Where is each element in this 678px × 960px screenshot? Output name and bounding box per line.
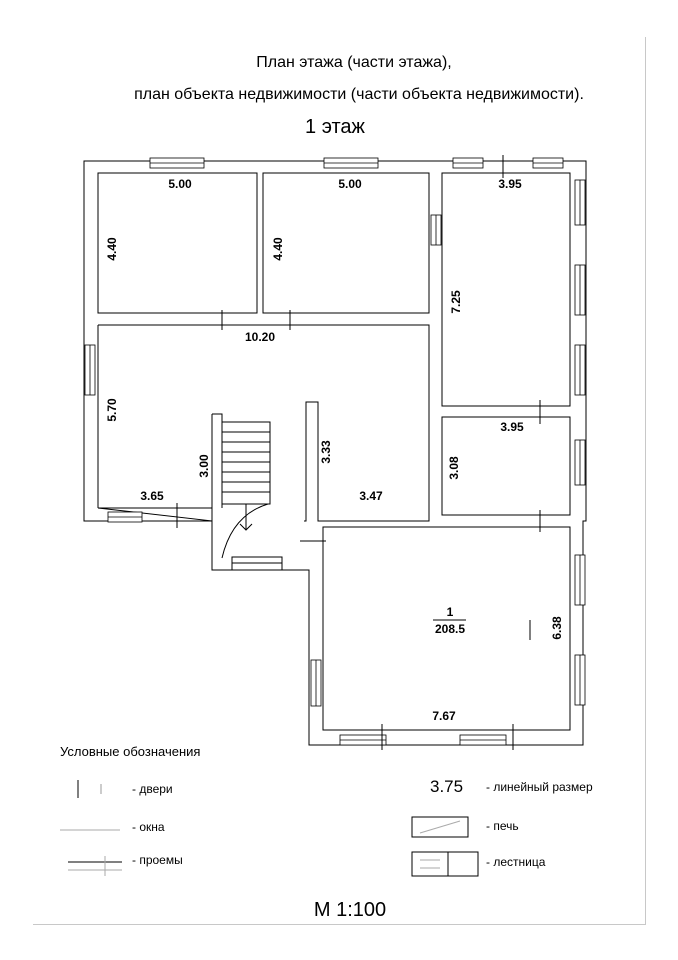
unit-number: 1	[446, 605, 454, 619]
dim-stair-height: 3.00	[197, 454, 211, 478]
room-b	[263, 173, 429, 313]
dim-big-room-height: 6.38	[550, 616, 564, 640]
legend-stairs-icon	[412, 852, 478, 876]
dim-corridor-width: 3.47	[359, 489, 383, 503]
dim-room-c-width: 3.95	[498, 177, 522, 191]
plan-title-line-1: План этажа (части этажа),	[256, 54, 452, 71]
unit-area: 208.5	[434, 622, 466, 636]
dim-room-d-width: 3.95	[500, 420, 524, 434]
windows	[85, 158, 585, 745]
stair-well	[212, 414, 222, 508]
scale-label: М 1:100	[313, 899, 387, 921]
dim-hall-width: 10.20	[244, 330, 276, 344]
room-c	[442, 173, 570, 406]
dim-room-d-height: 3.08	[447, 456, 461, 480]
room-a	[98, 173, 257, 313]
legend-opening-icon	[68, 856, 122, 876]
dim-big-room-width: 7.67	[432, 709, 456, 723]
dim-room-a-width: 5.00	[168, 177, 192, 191]
dim-room-a-height: 4.40	[105, 237, 119, 261]
dim-room-b-height: 4.40	[271, 237, 285, 261]
dim-hall-bottom: 3.65	[140, 489, 164, 503]
legend-stairs: - лестница	[486, 855, 546, 869]
plan-title-line-2: план объекта недвижимости (части объекта недвижимости).	[134, 86, 584, 103]
dim-hall-height: 5.70	[105, 398, 119, 422]
legend-linear: - линейный размер	[486, 780, 593, 794]
stairs	[222, 422, 270, 558]
legend-openings: - проемы	[132, 853, 183, 867]
legend-stove: - печь	[486, 819, 519, 833]
legend-windows: - окна	[132, 820, 165, 834]
legend-dim-sample: 3.75	[430, 777, 464, 796]
floor-label: 1 этаж	[305, 116, 365, 138]
legend-doors: - двери	[132, 782, 173, 796]
legend-title: Условные обозначения	[60, 744, 201, 759]
dim-room-b-width: 5.00	[338, 177, 362, 191]
dim-corridor-height: 3.33	[319, 440, 333, 464]
outer-wall	[84, 161, 586, 745]
dim-room-c-height: 7.25	[449, 290, 463, 314]
legend-symbols	[60, 780, 478, 876]
